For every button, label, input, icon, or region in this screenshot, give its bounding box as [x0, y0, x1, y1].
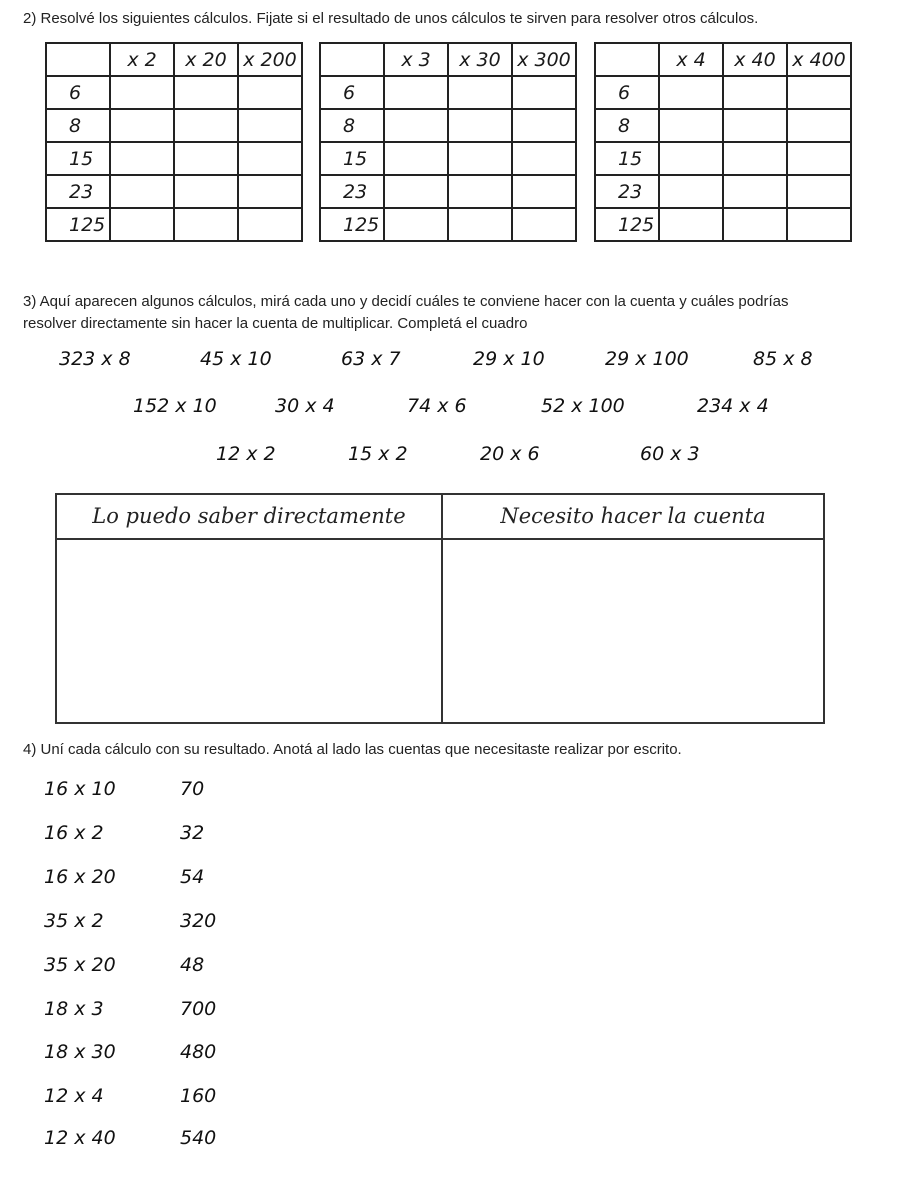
answer-cell[interactable]: [659, 76, 723, 109]
calc-item: 30 x 4: [275, 395, 335, 417]
section2-instruction: 2) Resolvé los siguientes cálculos. Fijate si el resultado de unos cálculos te sirven para resolver otros cálculos.: [23, 10, 759, 27]
row-header: 23: [46, 175, 110, 208]
answer-cell[interactable]: [110, 109, 174, 142]
match-calc[interactable]: 12 x 4: [44, 1085, 104, 1107]
multiplication-table-1: [45, 42, 303, 242]
column-header: x 4: [659, 43, 723, 76]
match-calc[interactable]: 16 x 10: [44, 778, 116, 800]
row-header: 15: [595, 142, 659, 175]
answer-cell[interactable]: [448, 142, 512, 175]
row-header: 23: [595, 175, 659, 208]
row-header: 6: [46, 76, 110, 109]
column-header: x 30: [448, 43, 512, 76]
answer-cell[interactable]: [787, 76, 851, 109]
answer-cell[interactable]: [512, 142, 576, 175]
calc-item: 52 x 100: [541, 395, 625, 417]
answer-cell[interactable]: [448, 175, 512, 208]
answer-cell[interactable]: [384, 175, 448, 208]
answer-cell[interactable]: [110, 142, 174, 175]
answer-cell[interactable]: [384, 109, 448, 142]
match-result[interactable]: 540: [180, 1127, 217, 1149]
section3-instruction-line1: 3) Aquí aparecen algunos cálculos, mirá cada uno y decidí cuáles te conviene hacer con la cuenta y cuáles podrías: [23, 293, 789, 310]
calc-item: 85 x 8: [753, 348, 813, 370]
answer-cell[interactable]: [174, 208, 238, 241]
column-header: x 20: [174, 43, 238, 76]
calc-item: 323 x 8: [59, 348, 131, 370]
match-calc[interactable]: 18 x 3: [44, 998, 104, 1020]
answer-cell[interactable]: [787, 109, 851, 142]
answer-cell[interactable]: [110, 76, 174, 109]
calculation-needed-area[interactable]: [443, 540, 823, 722]
column-header: x 40: [723, 43, 787, 76]
row-header: 125: [46, 208, 110, 241]
answer-cell[interactable]: [512, 208, 576, 241]
section4-instruction: 4) Uní cada cálculo con su resultado. Anotá al lado las cuentas que necesitaste realizar por escrito.: [23, 741, 682, 758]
calc-item: 12 x 2: [216, 443, 276, 465]
answer-cell[interactable]: [384, 142, 448, 175]
calc-item: 152 x 10: [133, 395, 217, 417]
answer-cell[interactable]: [174, 76, 238, 109]
answer-cell[interactable]: [659, 208, 723, 241]
match-calc[interactable]: 35 x 20: [44, 954, 116, 976]
corner-cell: [320, 43, 384, 76]
match-result[interactable]: 70: [180, 778, 205, 800]
answer-cell[interactable]: [238, 142, 302, 175]
answer-cell[interactable]: [110, 208, 174, 241]
answer-cell[interactable]: [659, 142, 723, 175]
answer-cell[interactable]: [723, 76, 787, 109]
answer-cell[interactable]: [723, 208, 787, 241]
calc-item: 74 x 6: [407, 395, 467, 417]
row-header: 125: [595, 208, 659, 241]
answer-cell[interactable]: [384, 76, 448, 109]
calc-item: 45 x 10: [200, 348, 272, 370]
row-header: 6: [320, 76, 384, 109]
match-calc[interactable]: 16 x 20: [44, 866, 116, 888]
left-column-header: Lo puedo saber directamente: [92, 504, 406, 528]
calc-item: 15 x 2: [348, 443, 408, 465]
match-result[interactable]: 48: [180, 954, 205, 976]
right-column-header: Necesito hacer la cuenta: [500, 504, 766, 528]
calc-item: 29 x 10: [473, 348, 545, 370]
answer-cell[interactable]: [659, 109, 723, 142]
answer-cell[interactable]: [448, 76, 512, 109]
column-header: x 2: [110, 43, 174, 76]
match-result[interactable]: 160: [180, 1085, 217, 1107]
column-header: x 300: [512, 43, 576, 76]
answer-cell[interactable]: [448, 109, 512, 142]
answer-cell[interactable]: [238, 76, 302, 109]
answer-cell[interactable]: [238, 175, 302, 208]
row-header: 15: [320, 142, 384, 175]
section3-instruction-line2: resolver directamente sin hacer la cuenta de multiplicar. Completá el cuadro: [23, 315, 528, 332]
calc-item: 234 x 4: [697, 395, 769, 417]
answer-cell[interactable]: [174, 175, 238, 208]
answer-cell[interactable]: [512, 76, 576, 109]
match-calc[interactable]: 35 x 2: [44, 910, 104, 932]
match-result[interactable]: 480: [180, 1041, 217, 1063]
row-header: 125: [320, 208, 384, 241]
multiplication-table-3: [594, 42, 852, 242]
answer-cell[interactable]: [238, 109, 302, 142]
row-header: 6: [595, 76, 659, 109]
classification-box: [55, 493, 825, 724]
column-header: x 200: [238, 43, 302, 76]
answer-cell[interactable]: [174, 142, 238, 175]
answer-cell[interactable]: [512, 175, 576, 208]
answer-cell[interactable]: [787, 142, 851, 175]
calc-item: 20 x 6: [480, 443, 540, 465]
match-result[interactable]: 54: [180, 866, 205, 888]
direct-answer-area[interactable]: [57, 540, 441, 722]
multiplication-table-2: [319, 42, 577, 242]
match-calc[interactable]: 18 x 30: [44, 1041, 116, 1063]
row-header: 8: [320, 109, 384, 142]
row-header: 8: [595, 109, 659, 142]
match-calc[interactable]: 16 x 2: [44, 822, 104, 844]
column-header: x 3: [384, 43, 448, 76]
answer-cell[interactable]: [384, 208, 448, 241]
match-result[interactable]: 320: [180, 910, 217, 932]
corner-cell: [46, 43, 110, 76]
calc-item: 60 x 3: [640, 443, 700, 465]
answer-cell[interactable]: [659, 175, 723, 208]
match-result[interactable]: 32: [180, 822, 205, 844]
answer-cell[interactable]: [512, 109, 576, 142]
match-result[interactable]: 700: [180, 998, 217, 1020]
answer-cell[interactable]: [787, 208, 851, 241]
answer-cell[interactable]: [448, 208, 512, 241]
corner-cell: [595, 43, 659, 76]
match-calc[interactable]: 12 x 40: [44, 1127, 116, 1149]
row-header: 23: [320, 175, 384, 208]
answer-cell[interactable]: [238, 208, 302, 241]
column-header: x 400: [787, 43, 851, 76]
row-header: 15: [46, 142, 110, 175]
answer-cell[interactable]: [174, 109, 238, 142]
answer-cell[interactable]: [723, 175, 787, 208]
row-header: 8: [46, 109, 110, 142]
answer-cell[interactable]: [787, 175, 851, 208]
calc-item: 63 x 7: [341, 348, 401, 370]
answer-cell[interactable]: [723, 109, 787, 142]
answer-cell[interactable]: [110, 175, 174, 208]
calc-item: 29 x 100: [605, 348, 689, 370]
answer-cell[interactable]: [723, 142, 787, 175]
